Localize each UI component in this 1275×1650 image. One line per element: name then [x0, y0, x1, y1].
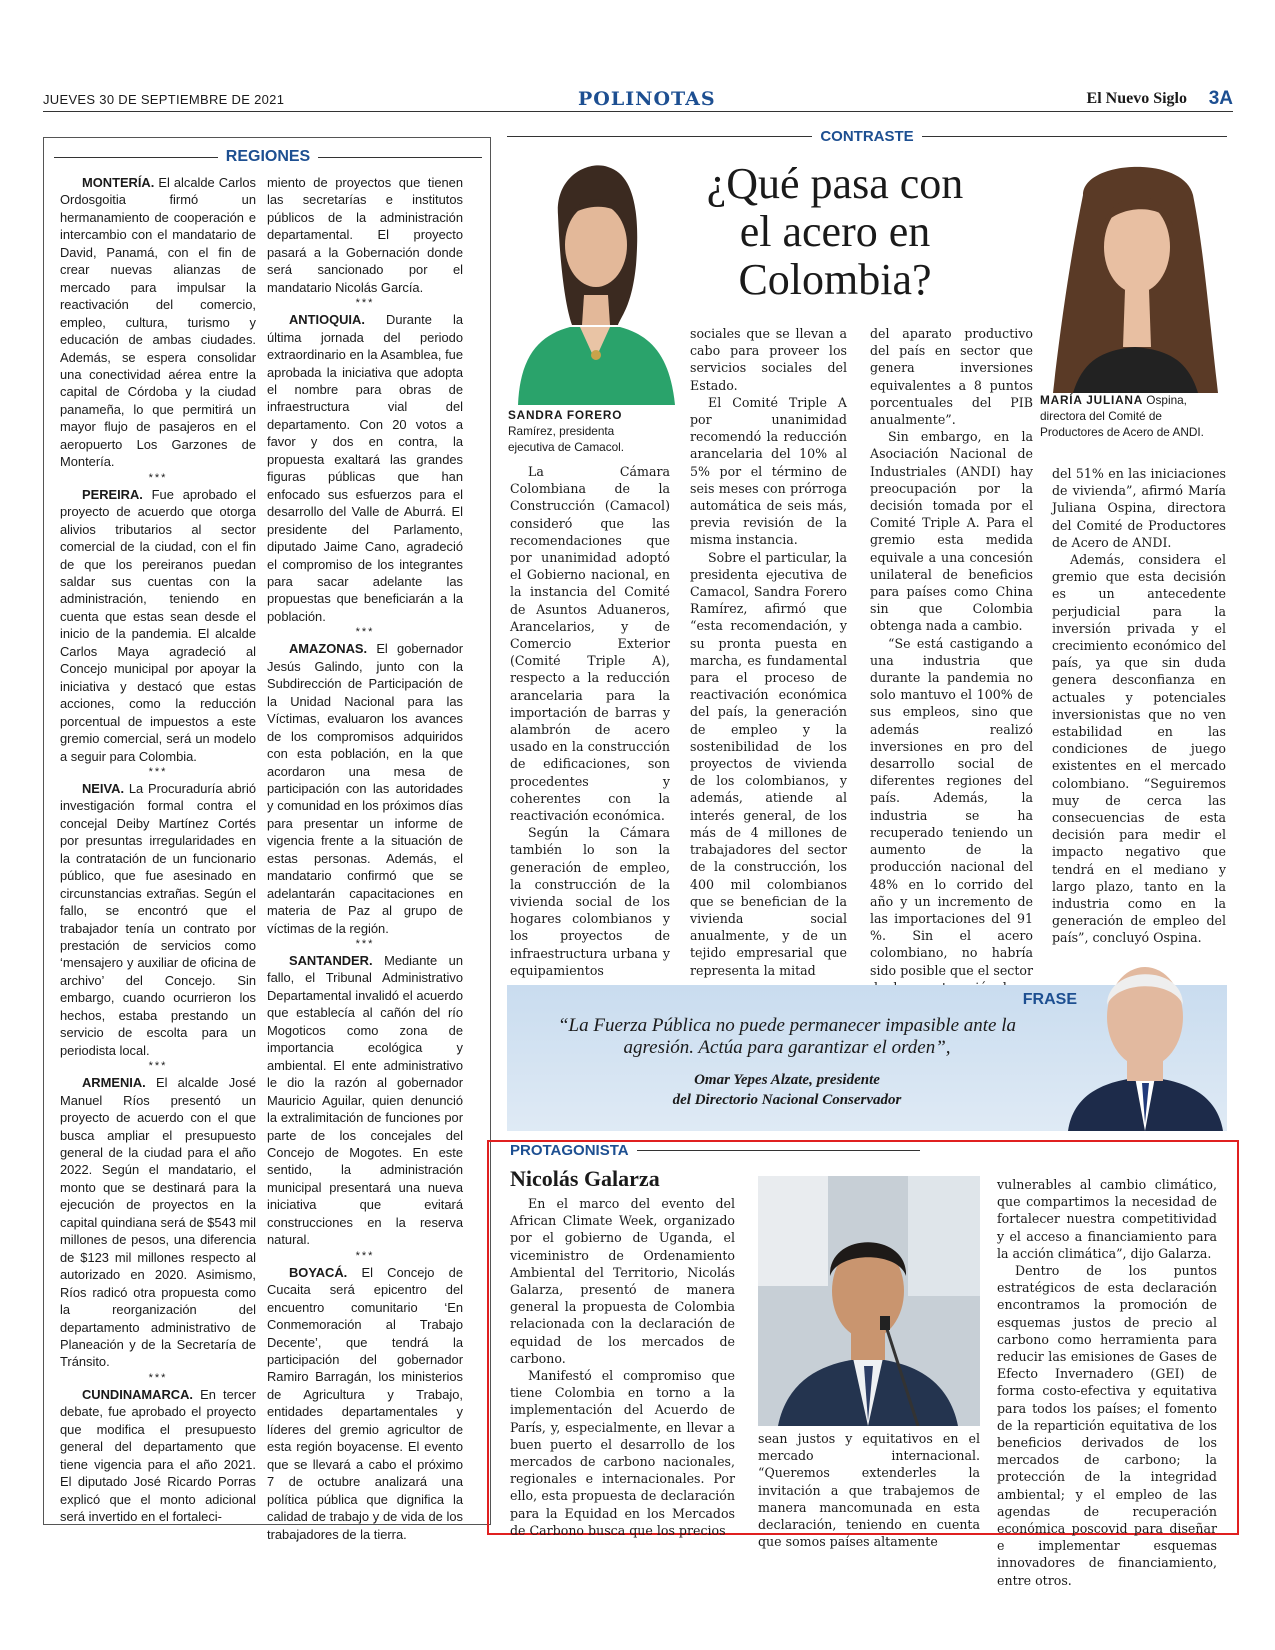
paragraph: sean justos y equitativos en el mercado internacional. “Queremos extenderles la invitación a que trabajemos de manera mancomunada en esta declaración, teniendo en cuenta que somos países altamente [758, 1431, 980, 1550]
frase-author: Omar Yepes Alzate, presidente del Directorio Nacional Conservador [672, 1072, 902, 1108]
contraste-column-3 [870, 325, 1033, 1013]
maria-juliana-caption [1040, 392, 1227, 440]
news-item-boyaca: BOYACÁ. El Concejo de Cucaita será epicentro del encuentro comunitario ‘En Conmemoración al Trabajo Decente’, que tendrá la participación del gobernador Ramiro Barragán, los ministerios de Agricultura y Trabajo, entidades departamentales y líderes del gremio agricultor de esta región boyacense. El evento que se llevará a cabo el próximo 7 de octubre analizará una política pública que dignifica la calidad de trabajo y de vida de los trabajadores de la tierra. [267, 1264, 463, 1542]
omar-yepes-photo [1063, 955, 1227, 1131]
contraste-header [507, 128, 1227, 145]
paragraph: Sin embargo, en la Asociación Nacional de Industriales (ANDI) hay preocupación por la decisión tomada por el Comité Triple A. Para el gremio esta medida equivale a una concesión unilateral de beneficios para países como China sin que Colombia obtenga nada a cambio. [870, 429, 1033, 634]
contraste-column-4 [1052, 465, 1226, 947]
news-item-pereira: PEREIRA. Fue aprobado el proyecto de acuerdo que otorga alivios tributarios al sector comercial de la ciudad, con el fin de que los pereiranos puedan saldar sus cuentas con la administración, teniendo en cuenta que estas sean desde el inicio de la pandemia. El alcalde Carlos Maya agradeció al Concejo municipal por apoyar la iniciativa y destacó que estas acciones, como la reducción porcentual de impuestos a este gremio comercial, será un modelo a seguir para Colombia. [60, 486, 256, 764]
separator: *** [148, 1371, 168, 1384]
paragraph: Dentro de los puntos estratégicos de esta declaración encontramos la promoción de esquemas justos de precio al carbono como herramienta para reducir las emisiones de Gases de Efecto Invernadero (GEI) de forma costo-efectiva y equitativa para todos los países; el fomento de la repartición equitativa de los beneficios derivados de los mercados de carbono; la protección de la integridad ambiental; y el empleo de las agendas de recuperación económica poscovid para diseñar e implementar esquemas innovadores de financiamiento, entre otros. [997, 1263, 1217, 1588]
contraste-headline: ¿Qué pasa con el acero en Colombia? [706, 159, 964, 304]
contraste-column-1 [510, 463, 670, 979]
sandra-caption [508, 407, 658, 455]
separator: *** [355, 938, 375, 951]
paragraph: La Cámara Colombiana de la Construcción (Camacol) consideró que las recomendaciones que por unanimidad adoptó el Gobierno nacional, en la instancia del Comité de Asuntos Aduaneros, Arancelarios, y de Comercio Exterior (Comité Triple A), respecto a la reducción arancelaria para la importación de barras y alambrón de acero usado en la construcción de edificaciones, son procedentes y coherentes con la reactivación económica. [510, 464, 670, 824]
paragraph: “Se está castigando a una industria que durante la pandemia no solo mantuvo el 100% de sus empleos, sino que además realizó inversiones en pro del desarrollo social de diferentes regiones del país. Además, la industria se ha recuperado teniendo un aumento de la producción nacional del 48% en lo corrido del año y un incremento de las importaciones del 91 %. Sin el acero colombiano, no habría sido posible que el sector [870, 635, 1033, 978]
protagonista-column-2 [758, 1430, 980, 1550]
protagonista-name: Nicolás Galarza [510, 1166, 660, 1191]
page-header [43, 88, 1233, 112]
contraste-label: CONTRASTE [820, 128, 914, 145]
news-item-neiva: NEIVA. La Procuraduría abrió investigación formal contra el concejal Deiby Martínez Cortés por presuntas irregularidades en la contratación de un funcionario público, que fue asesinado en circunstancias extrañas. Según el fallo, se encontró que el trabajador tenía un contrato por prestación de servicios como ‘mensajero y auxiliar de oficina de archivo’ del Concejo. Sin embargo, cuando ocurrieron los hechos, estaba prestando un servicio de escolta para un periodista local. [60, 780, 256, 1058]
paragraph: Además, considera el gremio que esta decisión es un antecedente perjudicial para la inversión privada y el crecimiento económico del país, ya que sin duda genera desconfianza en actuales y potenciales inversionistas que no ven estabilidad en las condiciones de juego existentes en el mercado colombiano. “Seguiremos muy de cerca las consecuencias de esta decisión para medir el impacto negativo que tendrá en el mediano y largo plazo, tanto en la industria como en la generación de empleo del país”, concluyó Ospina. [1052, 552, 1226, 946]
protagonista-header [510, 1142, 920, 1159]
paragraph: Según la Cámara también lo son la generación de empleo, la construcción de la vivienda social de los hogares colombianos y los proyectos de infraestructura urbana y equipamientos [510, 825, 670, 978]
news-item-armenia: ARMENIA. El alcalde José Manuel Ríos presentó un proyecto de acuerdo con el que busca ampliar el presupuesto general de la ciudad para el año 2022. Según el mandatario, el monto que se destinará para la ejecución de proyectos en la capital quindiana será de $543 mil millones de pesos, una diferencia de $123 mil millones respecto al autorizado en 2020. Asimismo, Ríos radicó otra propuesta como la reorganización del departamento administrativo de Planeación y de la Secretaría de Tránsito. [60, 1075, 256, 1370]
separator: *** [355, 1249, 375, 1262]
paragraph: del aparato productivo del país en sector que genera inversiones equivalentes a 8 puntos porcentuales del PIB anualmente”. [870, 326, 1033, 428]
protagonista-column-3 [997, 1176, 1217, 1589]
caption-name: SANDRA FORERO [508, 408, 623, 422]
news-item-santander: SANTANDER. Mediante un fallo, el Tribunal Administrativo Departamental invalidó el acuerdo que establecía al cañón del río Mogoticos como zona de importancia ecológica y ambiental. El ente administrativo le dio la razón al gobernador Mauricio Aguilar, quien denunció la extralimitación de funciones por parte de los concejales del Concejo de Mogotes. En este sentido, la administración municipal presentará una nueva iniciativa que evitará construcciones en la reserva natural. [267, 953, 463, 1248]
nicolas-galarza-photo [758, 1176, 980, 1426]
maria-juliana-photo [1043, 155, 1227, 393]
frase-label: FRASE [1022, 991, 1077, 1008]
page-number: 3A [1208, 88, 1233, 109]
separator: *** [148, 1060, 168, 1073]
caption-text: Ramírez, presidenta ejecutiva de Camacol. [508, 424, 625, 454]
newspaper-brand: El Nuevo Siglo [1086, 90, 1187, 107]
separator: *** [355, 297, 375, 310]
issue-date: JUEVES 30 DE SEPTIEMBRE DE 2021 [43, 92, 285, 107]
protagonista-label: PROTAGONISTA [510, 1142, 629, 1159]
separator: *** [148, 765, 168, 778]
regiones-column-1 [60, 174, 256, 1526]
news-item-continuation: miento de proyectos que tienen las secretarías e institutos públicos de la administración departamental. El proyecto pasará a la Gobernación donde será sancionado por el mandatario Nicolás García. [267, 175, 463, 295]
news-item-monteria: MONTERÍA. El alcalde Carlos Ordosgoitia firmó un hermanamiento de cooperación e intercambio con el mandatario de David, Panamá, con el fin de crear nuevas alianzas de mercado para impulsar la reactivación del comercio, empleo, cultura, turismo y educación de ambas ciudades. Además, se espera consolidar una conectividad aérea entre la capital de Córdoba y la ciudad panameña, lo que permitirá un mayor flujo de pasajeros en el aeropuerto Los Garzones de Montería. [60, 175, 256, 470]
news-item-amazonas: AMAZONAS. El gobernador Jesús Galindo, junto con la Subdirección de Participación de la Unidad Nacional para las Víctimas, evaluaron los avances de los compromisos adquiridos con esta población, en la que acordaron una mesa de participación con las autoridades y comunidad en los próximos días para presentar un informe de vigencia frente a la situación de estas personas. Además, el mandatario confirmó que se adelantarán capacitaciones en materia de Paz al grupo de víctimas de la región. [267, 641, 463, 936]
paragraph: Manifestó el compromiso que tiene Colombia en torno a la implementación del Acuerdo de París, y, especialmente, en llevar a buen puerto el desarrollo de los mercados de carbono nacionales, regionales e internacionales. Por ello, esta propuesta de declaración para la Equidad en los Mercados de Carbono busca que los precios [510, 1368, 735, 1538]
regiones-box [43, 137, 491, 1542]
paragraph: vulnerables al cambio climático, que compartimos la necesidad de fortalecer nuestra competitividad y el acceso a financiamiento para la acción climática”, dijo Galarza. [997, 1177, 1217, 1261]
section-title: POLINOTAS [578, 88, 716, 110]
regiones-header [54, 148, 482, 166]
news-item-cundinamarca: CUNDINAMARCA. En tercer debate, fue aprobado el proyecto que modifica el presupuesto general del departamento que tiene vigencia para el año 2021. El diputado José Ricardo Porras explicó que el monto adicional será invertido en el fortaleci- [60, 1386, 256, 1525]
paragraph: sociales que se llevan a cabo para proveer los servicios sociales del Estado. [690, 326, 847, 393]
paragraph: Sobre el particular, la presidenta ejecutiva de Camacol, Sandra Forero Ramírez, afirmó que “esta recomendación, y su pronta puesta en marcha, es fundamental para el proceso de reactivación económica del país, la generación de empleo y la sostenibilidad de los proyectos de vivienda de los colombianos, y además, atiende al interés general, de los más de 4 millones de trabajadores del sector de la construcción, los 400 mil colombianos que se benefician de la vivienda social anualmente, y de un tejido empresarial que representa la mitad [690, 549, 847, 978]
regiones-column-2 [267, 174, 463, 1543]
regiones-title: REGIONES [225, 148, 311, 165]
paragraph: En el marco del evento del African Climate Week, organizado por el gobierno de Uganda, el viceministro de Ordenamiento Ambiental del Territorio, Nicolás Galarza, presentó de manera general la propuesta de Colombia relacionada con la declaración de equidad de los mercados de carbono. [510, 1196, 735, 1366]
sandra-forero-photo [510, 155, 680, 405]
protagonista-column-1 [510, 1195, 735, 1539]
caption-text: Ospina, directora del Comité de Productores de Acero de ANDI. [1040, 393, 1204, 439]
frase-quote: “La Fuerza Pública no puede permanecer impasible ante la agresión. Actúa para garantizar el orden”, [557, 1015, 1017, 1058]
paragraph: del 51% en las iniciaciones de vivienda”, afirmó María Juliana Ospina, directora del Comité de Productores de Acero de ANDI. [1052, 466, 1226, 550]
separator: *** [148, 471, 168, 484]
paragraph: El Comité Triple A por unanimidad recomendó la reducción arancelaria del 10% al 5% por el término de seis meses con prórroga automática de seis más, previa revisión de la misma instancia. [690, 394, 847, 548]
separator: *** [355, 626, 375, 639]
contraste-column-2 [690, 325, 847, 979]
caption-name: MARÍA JULIANA [1040, 393, 1144, 407]
news-item-antioquia: ANTIOQUIA. Durante la última jornada del periodo extraordinario en la Asamblea, fue aprobada la iniciativa que adopta el nombre para obras de infraestructura vial del departamento. Con 20 votos a favor y dos en contra, la propuesta exaltará las grandes figuras públicas que han enfocado sus esfuerzos para el desarrollo del Valle de Aburrá. El presidente del Parlamento, diputado Jaime Cano, agradeció el compromiso de los integrantes para sacar adelante las propuestas que beneficiarán a la población. [267, 312, 463, 624]
